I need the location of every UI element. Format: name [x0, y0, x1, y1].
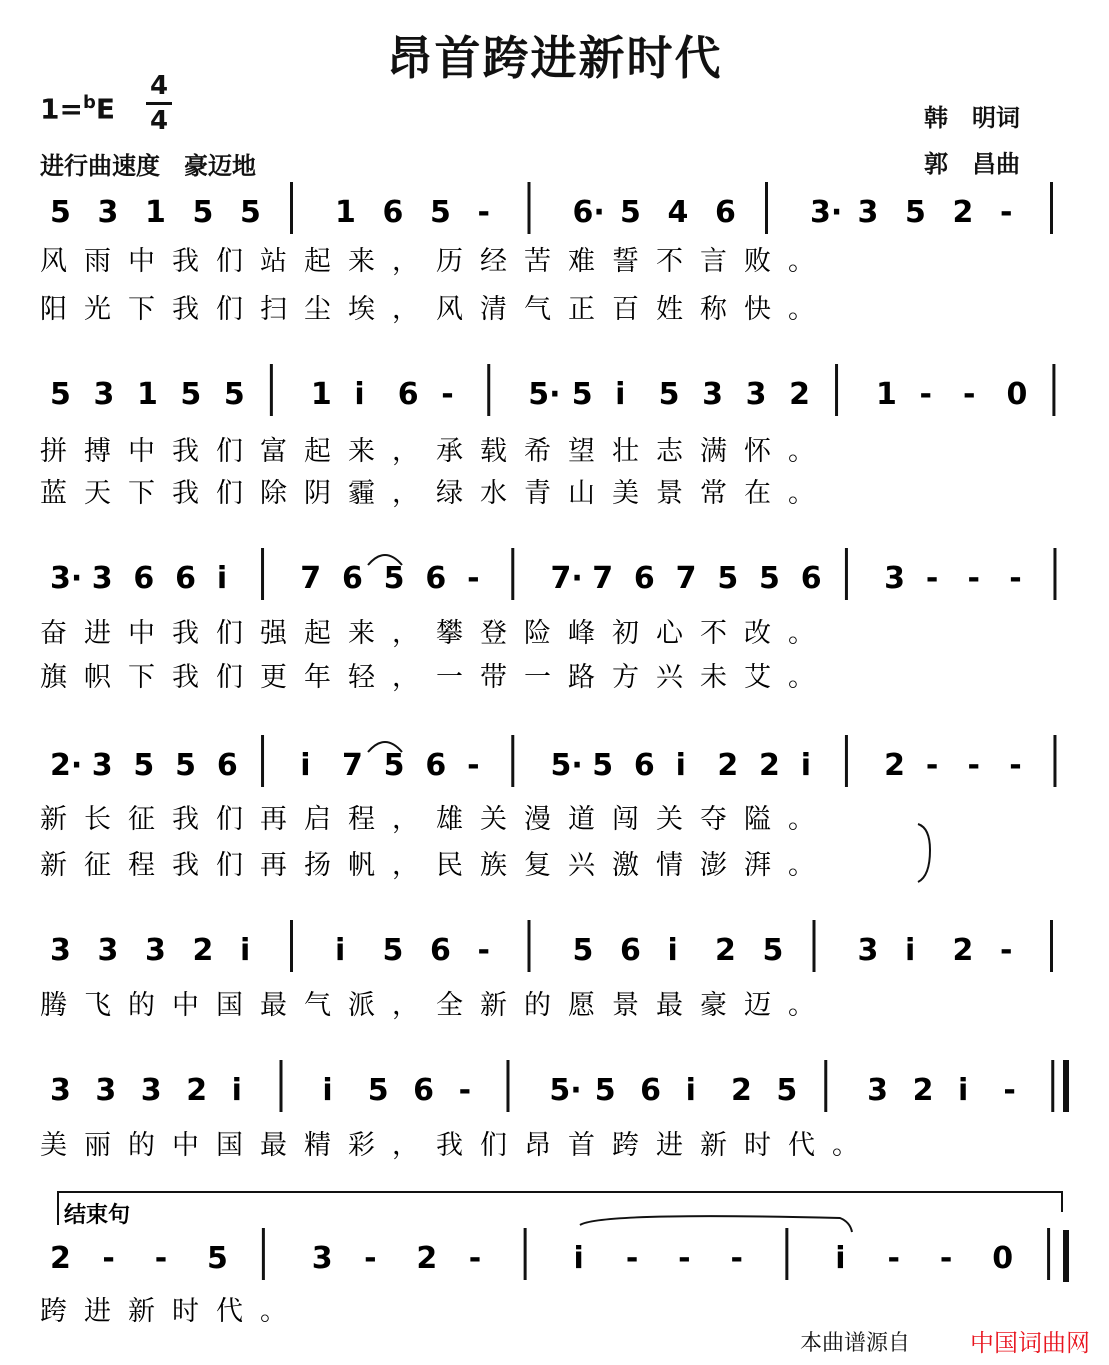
note: 2	[952, 195, 974, 230]
note: 2	[912, 1073, 934, 1108]
note: 5	[383, 748, 405, 783]
note: 5	[50, 377, 71, 412]
note: 3	[95, 1073, 117, 1108]
note: 5	[572, 933, 594, 968]
note: 2	[416, 1241, 438, 1276]
note: 1	[876, 377, 897, 412]
note: 6	[413, 1073, 435, 1108]
note: 2	[789, 377, 810, 412]
note: -	[919, 377, 932, 412]
note: 3	[97, 195, 119, 230]
note: 5	[430, 195, 451, 230]
note: 2·	[50, 748, 83, 783]
note: -	[925, 561, 939, 596]
note: -	[962, 377, 976, 412]
note: 3·	[810, 195, 843, 230]
note: 5	[133, 748, 155, 783]
note: -	[477, 195, 490, 230]
note: 7·	[550, 561, 583, 596]
note: i	[685, 1073, 696, 1108]
note: 2	[186, 1073, 208, 1108]
note: -	[967, 748, 981, 783]
note: -	[458, 1073, 472, 1108]
lyric-line: 蓝天下我们除阴霾，绿水青山美景常在。	[40, 478, 832, 509]
tie-mark	[580, 1216, 852, 1232]
note: 3	[145, 933, 166, 968]
note: i	[615, 377, 626, 412]
note: i	[905, 933, 916, 968]
brace-mark	[918, 824, 930, 882]
note: -	[364, 1241, 377, 1276]
lyric-line: 新长征我们再启程，雄关漫道闯关夺隘。	[40, 804, 832, 835]
note: -	[730, 1241, 743, 1276]
note: 3	[91, 561, 113, 596]
note: 5	[180, 377, 202, 412]
note: i	[231, 1073, 242, 1108]
lyric-line: 旗帜下我们更年轻，一带一路方兴未艾。	[40, 662, 832, 693]
time-bottom: 4	[149, 106, 169, 136]
site-name: 中国词曲网	[970, 1329, 1090, 1357]
note: 3	[50, 1073, 71, 1108]
note: 5	[620, 195, 641, 230]
note: i	[675, 748, 686, 783]
note: 5	[571, 377, 593, 412]
note: 6	[633, 748, 655, 783]
lyric-line: 新征程我们再扬帆，民族复兴激情澎湃。	[40, 850, 832, 881]
note: 7	[341, 748, 363, 783]
note: -	[1009, 748, 1022, 783]
note: i	[800, 748, 812, 783]
note: -	[967, 561, 981, 596]
note: 2	[952, 933, 974, 968]
note: -	[939, 1241, 953, 1276]
note: 3	[857, 933, 879, 968]
note: 6	[633, 561, 655, 596]
note: -	[154, 1241, 168, 1276]
note: 5	[762, 933, 784, 968]
note: 2	[717, 748, 739, 783]
note: 5·	[549, 1073, 582, 1108]
note: i	[835, 1241, 846, 1276]
note: 7	[300, 561, 322, 596]
note: 6	[800, 561, 822, 596]
note: -	[1000, 933, 1013, 968]
note: -	[441, 377, 454, 412]
note: i	[354, 377, 365, 412]
note: 5	[367, 1073, 389, 1108]
composer: 郭 昌曲	[924, 150, 1020, 178]
flat-sign: b	[82, 92, 96, 113]
note: 5	[905, 195, 926, 230]
note: 6	[425, 748, 447, 783]
note: 3	[867, 1073, 889, 1108]
note: 5	[175, 748, 196, 783]
note: i	[335, 933, 346, 968]
key-prefix: 1=	[40, 92, 83, 126]
note: 6	[341, 561, 363, 596]
note: 2	[715, 933, 736, 968]
note: 1	[136, 377, 158, 412]
lyric-line: 奋进中我们强起来，攀登险峰初心不改。	[40, 618, 832, 649]
note: i	[573, 1241, 584, 1276]
note: 7	[592, 561, 614, 596]
note: 3	[702, 377, 723, 412]
note: -	[468, 1241, 482, 1276]
note: 3	[91, 748, 113, 783]
note: 6	[216, 748, 238, 783]
note: 4	[667, 195, 689, 230]
note: 6	[397, 377, 419, 412]
note: -	[678, 1241, 691, 1276]
note: 5	[592, 748, 614, 783]
note: 2	[192, 933, 214, 968]
note: 5·	[550, 748, 583, 783]
note: 0	[1006, 377, 1028, 412]
note: 5	[658, 377, 680, 412]
note: 1	[310, 377, 332, 412]
note: 2	[884, 748, 906, 783]
note: 1	[145, 195, 166, 230]
note: -	[477, 933, 490, 968]
note: 1	[335, 195, 356, 230]
note: 6	[640, 1073, 662, 1108]
note: 5	[192, 195, 214, 230]
note: 0	[992, 1241, 1014, 1276]
ending-label: 结束句	[64, 1203, 131, 1228]
lyricist: 韩 明词	[924, 104, 1020, 132]
note: 3	[884, 561, 906, 596]
tempo-marking: 进行曲速度 豪迈地	[40, 152, 256, 180]
note: 6·	[572, 195, 605, 230]
note: 5	[594, 1073, 616, 1108]
note: 5	[207, 1241, 228, 1276]
note: 5	[776, 1073, 798, 1108]
note: 3	[97, 933, 119, 968]
note: -	[467, 561, 480, 596]
lyric-line: 腾飞的中国最气派，全新的愿景最豪迈。	[40, 990, 832, 1021]
note: 3	[50, 933, 71, 968]
note: 6	[175, 561, 196, 596]
note: 6	[382, 195, 404, 230]
note: -	[1003, 1073, 1016, 1108]
note: 3	[140, 1073, 162, 1108]
note: -	[467, 748, 480, 783]
note: 2	[759, 748, 780, 783]
title: 昂首跨进新时代	[386, 31, 723, 85]
note: 5	[759, 561, 780, 596]
note: i	[667, 933, 678, 968]
note: 6	[715, 195, 736, 230]
note: -	[625, 1241, 639, 1276]
note: 6	[620, 933, 641, 968]
lyric-line: 阳光下我们扫尘埃，风清气正百姓称快。	[40, 294, 832, 325]
note: 5	[223, 377, 245, 412]
note: 3	[857, 195, 879, 230]
note: i	[957, 1073, 969, 1108]
note: 5·	[528, 377, 561, 412]
note: -	[1009, 561, 1022, 596]
lyric-line: 跨进新时代。	[40, 1296, 304, 1327]
note: 3·	[50, 561, 83, 596]
note: 6	[133, 561, 155, 596]
time-top: 4	[149, 71, 169, 101]
note: 5	[383, 561, 405, 596]
lyric-line: 美丽的中国最精彩，我们昂首跨进新时代。	[40, 1130, 876, 1161]
note: i	[216, 561, 228, 596]
ending-bracket	[58, 1192, 1062, 1225]
lyric-line: 风雨中我们站起来，历经苦难誓不言败。	[40, 246, 832, 277]
note: -	[102, 1241, 115, 1276]
lyric-line: 拼搏中我们富起来，承载希望壮志满怀。	[40, 436, 832, 467]
note: 5	[50, 195, 71, 230]
note: 3	[93, 377, 115, 412]
note: 5	[240, 195, 261, 230]
note: 2	[50, 1241, 71, 1276]
note: 2	[730, 1073, 752, 1108]
note: 5	[382, 933, 404, 968]
note: 3	[311, 1241, 333, 1276]
note: 7	[675, 561, 697, 596]
note: -	[925, 748, 939, 783]
note: 6	[430, 933, 451, 968]
note: i	[240, 933, 251, 968]
note: 6	[425, 561, 447, 596]
note: i	[322, 1073, 333, 1108]
source-label: 本曲谱源自	[800, 1331, 911, 1356]
note: 5	[717, 561, 739, 596]
note: i	[300, 748, 311, 783]
key-note: E	[95, 92, 115, 126]
note: 3	[745, 377, 767, 412]
note: -	[887, 1241, 901, 1276]
note: -	[1000, 195, 1013, 230]
